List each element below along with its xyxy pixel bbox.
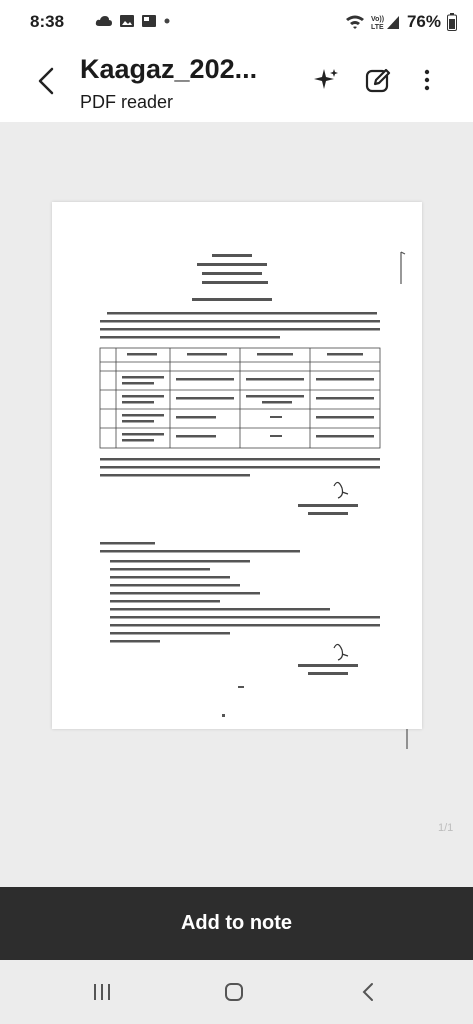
edit-icon[interactable] [364, 66, 392, 94]
add-to-note-button[interactable]: Add to note [180, 912, 293, 934]
status-bar [0, 0, 473, 48]
add-to-note-bar [0, 887, 473, 960]
page-indicator: 1/1 [438, 822, 454, 834]
scan-edge-mark [399, 250, 407, 286]
more-icon[interactable] [413, 66, 441, 94]
document-subtitle: PDF reader [80, 92, 174, 112]
status-right [345, 12, 457, 32]
document-title: Kaagaz_202... [80, 54, 258, 84]
battery-percent: 76% [406, 12, 441, 31]
back-icon[interactable] [34, 66, 58, 96]
recents-icon[interactable] [92, 982, 112, 1002]
svg-text:LTE: LTE [370, 24, 384, 30]
notification-icons [95, 14, 171, 28]
scan-edge-mark [404, 727, 412, 751]
pdf-page [52, 202, 454, 834]
app-header [0, 48, 473, 122]
battery-icon [447, 13, 457, 31]
svg-text:Vo)): Vo)) [370, 16, 385, 23]
status-time: 8:38 [30, 12, 65, 31]
pdf-viewer[interactable] [0, 122, 473, 887]
nav-back-icon[interactable] [360, 982, 376, 1002]
image-icon [141, 14, 157, 28]
wifi-icon [345, 14, 365, 30]
scanned-document [52, 202, 422, 729]
gallery-icon [119, 14, 135, 28]
system-nav-bar [0, 960, 473, 1024]
cloud-icon [95, 14, 113, 28]
dot-icon [163, 17, 171, 25]
ai-sparkle-icon[interactable] [312, 66, 340, 94]
home-icon[interactable] [224, 982, 244, 1002]
signal-icon [371, 14, 401, 30]
